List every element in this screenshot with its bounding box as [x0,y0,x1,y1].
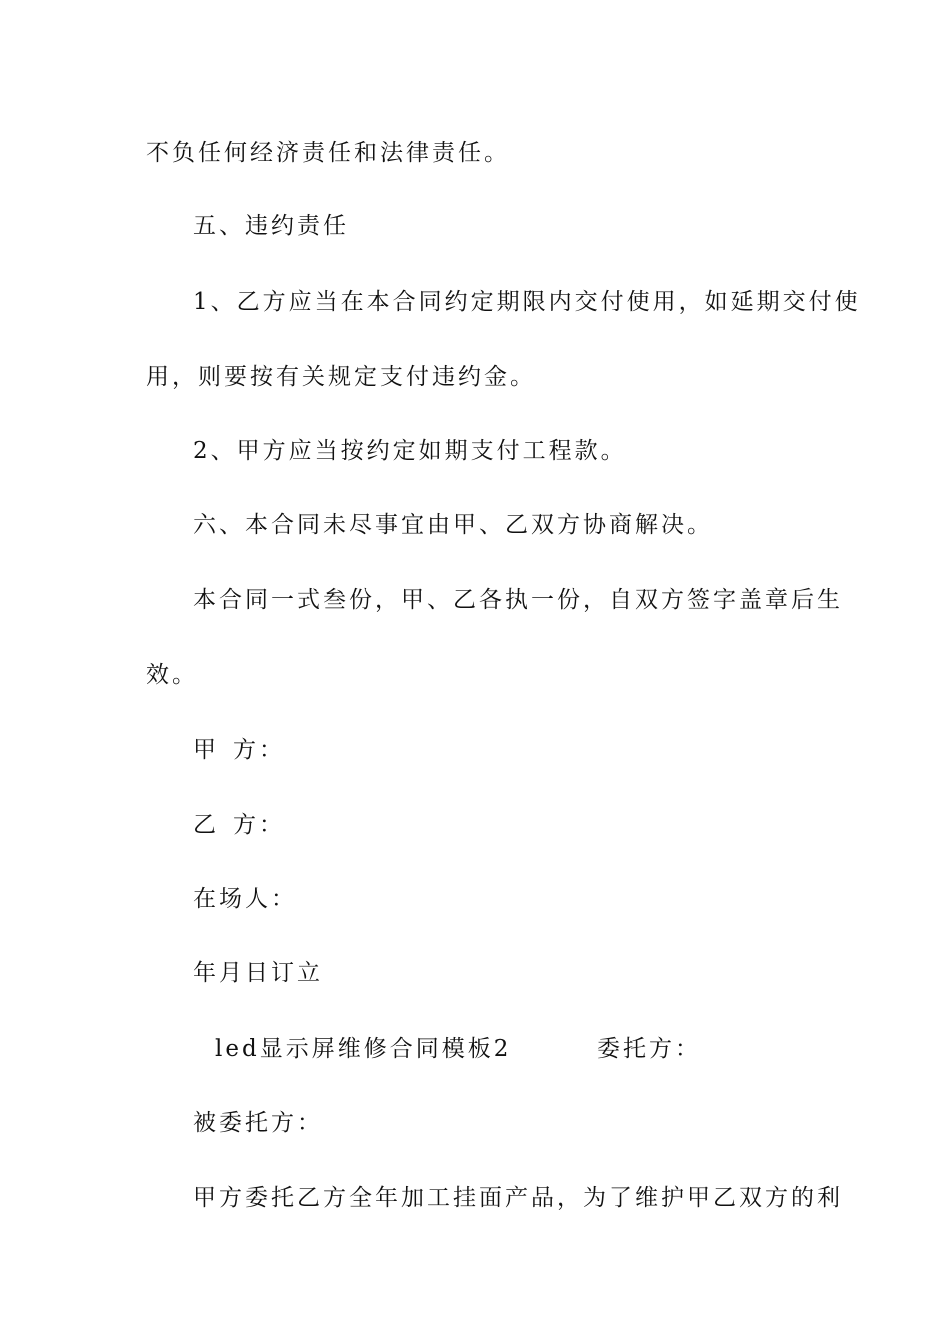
signature-party-b [193,810,285,840]
date-label: 年月日订立 [193,960,323,986]
template-title: led显示屏维修合同模板2 [215,1036,512,1062]
paragraph-line: 甲方委托乙方全年加工挂面产品，为了维护甲乙双方的利 [193,1185,843,1211]
paragraph-line: 效。 [146,662,198,688]
paragraph-line: 本合同一式叁份，甲、乙各执一份，自双方签字盖章后生 [193,587,843,613]
paragraph-line: 用，则要按有关规定支付违约金。 [146,364,536,390]
paragraph-line: 2、甲方应当按约定如期支付工程款。 [193,438,627,464]
party-b-char: 乙 [193,812,219,838]
paragraph-line: 六、本合同未尽事宜由甲、乙双方协商解决。 [193,512,713,538]
party-a-char: 甲 [193,737,219,763]
party-b-label: 方： [233,812,285,838]
section-heading-breach: 五、违约责任 [193,213,349,239]
party-a-label: 方： [233,737,285,763]
paragraph-line: 不负任何经济责任和法律责任。 [146,140,510,166]
signature-party-a [193,735,285,765]
contractor-label: 被委托方： [193,1110,323,1136]
client-label: 委托方： [597,1036,701,1062]
witness-label: 在场人： [193,886,297,912]
paragraph-line: 1、乙方应当在本合同约定期限内交付使用，如延期交付使 [193,289,861,315]
